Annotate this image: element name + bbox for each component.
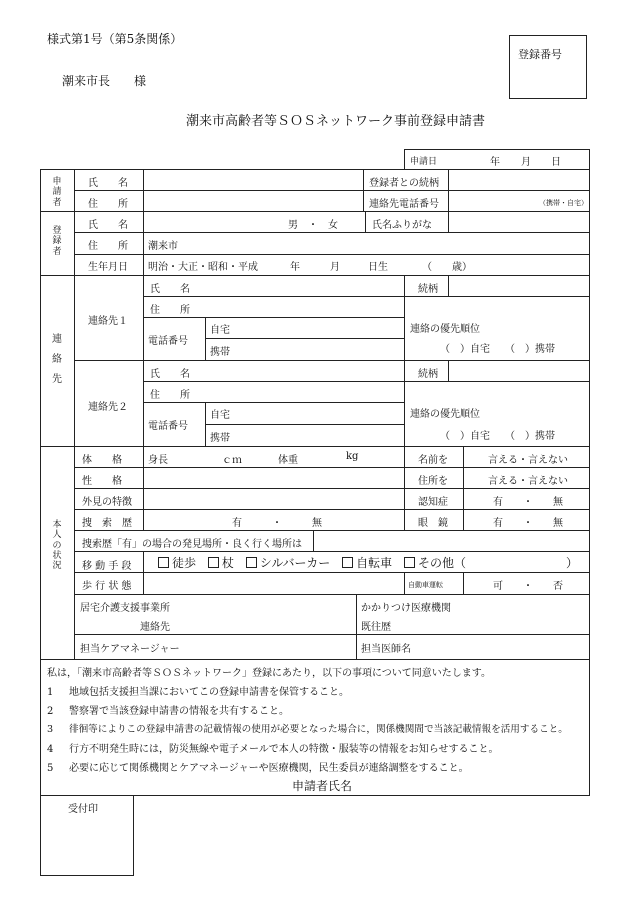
- applicant-phone-label: 連絡先電話番号: [369, 199, 439, 210]
- transport-options: [150, 554, 466, 571]
- found-place-label: 捜索歴「有」の場合の発見場所・良く行く場所は: [82, 539, 302, 550]
- can-say-name-label: 名前を: [418, 455, 448, 466]
- registrant-furigana-label: 氏名ふりがな: [372, 220, 432, 231]
- height-unit: ｃｍ: [222, 455, 242, 466]
- registrant-name-label: 氏 名: [88, 220, 128, 231]
- transport-bicycle-checkbox[interactable]: 自転車: [334, 556, 392, 570]
- height-label: 身長: [148, 455, 168, 466]
- weight-unit: kg: [346, 451, 359, 462]
- contact1-priority-options[interactable]: （ ）自宅 （ ）携帯: [440, 344, 555, 355]
- application-day: 日: [551, 157, 561, 168]
- can-say-address-options[interactable]: 言える・言えない: [488, 476, 568, 487]
- doctor-name-label: 担当医師名: [361, 644, 411, 655]
- contact1-phone-label: 電話番号: [148, 336, 188, 347]
- weight-label: 体重: [278, 455, 298, 466]
- registrant-address-value: 潮来市: [148, 241, 178, 252]
- birth-day-unit: 日生: [368, 262, 388, 273]
- can-say-name-options[interactable]: 言える・言えない: [488, 455, 568, 466]
- contact2-name-label: 氏 名: [150, 369, 190, 380]
- checkbox-walk[interactable]: [158, 557, 169, 568]
- applicant-phone-note: （携帯・自宅）: [539, 199, 588, 207]
- contact1-priority-label: 連絡の優先順位: [410, 324, 480, 335]
- glasses-label: 眼 鏡: [418, 518, 448, 529]
- features-label: 外見の特徴: [82, 497, 132, 508]
- driving-label: 自動車運転: [408, 581, 443, 589]
- age-open: （: [422, 262, 432, 273]
- checkbox-bicycle[interactable]: [342, 557, 353, 568]
- page-title: 潮来市高齢者等ＳＯＳネットワーク事前登録申請書: [186, 114, 486, 129]
- application-year: 年: [490, 157, 500, 168]
- contact1-mobile-label: 携帯: [210, 347, 230, 358]
- contact1-label: 連絡先１: [88, 316, 128, 327]
- registration-number-label: 登録番号: [518, 48, 562, 61]
- status-section-label: 本人の状況: [52, 520, 62, 572]
- checkbox-silvercar[interactable]: [246, 557, 257, 568]
- transport-cane-checkbox[interactable]: 杖: [200, 556, 234, 570]
- search-history-options[interactable]: 有 ・ 無: [232, 518, 322, 529]
- applicant-section-label: 申請者: [52, 177, 62, 208]
- transport-label: 移 動 手 段: [82, 561, 132, 572]
- care-manager-label: 担当ケアマネージャー: [80, 644, 180, 655]
- birth-month-unit: 月: [330, 262, 340, 273]
- registrant-gender[interactable]: 男 ・ 女: [288, 220, 338, 231]
- driving-options[interactable]: 可 ・ 否: [493, 581, 563, 592]
- transport-other-checkbox[interactable]: その他（: [396, 556, 466, 570]
- agreement-intro: 私は，「潮来市高齢者等ＳＯＳネットワーク」登録にあたり，以下の事項について同意いたします。: [47, 668, 491, 679]
- dementia-options[interactable]: 有 ・ 無: [493, 497, 563, 508]
- transport-walk-checkbox[interactable]: 徒歩: [150, 556, 196, 570]
- contact1-relation-label: 続柄: [418, 284, 438, 295]
- contacts-section-label: 連絡先: [52, 334, 62, 385]
- birth-year-unit: 年: [290, 262, 300, 273]
- contact1-address-label: 住 所: [150, 305, 190, 316]
- contact2-relation-label: 続柄: [418, 369, 438, 380]
- physique-label: 体 格: [82, 455, 122, 466]
- receipt-stamp-label: 受付印: [68, 804, 98, 815]
- contact2-label: 連絡先２: [88, 402, 128, 413]
- application-date-label: 申請日: [410, 157, 438, 167]
- agreement-item: 4 行方不明発生時には，防災無線や電子メールで本人の特徴・服装等の情報をお知らせすること。: [47, 744, 499, 755]
- care-office-label: 居宅介護支援事業所: [80, 603, 170, 614]
- medical-history-label: 既往歴: [361, 622, 391, 633]
- checkbox-other[interactable]: [404, 557, 415, 568]
- application-month: 月: [521, 157, 531, 168]
- contact2-priority-label: 連絡の優先順位: [410, 409, 480, 420]
- agreement-item: 1 地域包括支援担当課においてこの登録申請書を保管すること。: [47, 687, 349, 698]
- contact1-home-label: 自宅: [210, 325, 230, 336]
- search-history-label: 捜 索 歴: [82, 518, 132, 529]
- personality-label: 性 格: [82, 476, 122, 487]
- signature-label: 申請者氏名: [292, 779, 353, 793]
- contact2-home-label: 自宅: [210, 410, 230, 421]
- contact1-name-label: 氏 名: [150, 284, 190, 295]
- dementia-label: 認知症: [418, 497, 448, 508]
- registrant-address-label: 住 所: [88, 241, 128, 252]
- applicant-relation-label: 登録者との続柄: [369, 178, 439, 189]
- applicant-address-label: 住 所: [88, 199, 128, 210]
- registrant-birth-label: 生年月日: [88, 262, 128, 273]
- form-number: 様式第1号（第5条関係）: [47, 32, 183, 46]
- contact2-phone-label: 電話番号: [148, 421, 188, 432]
- walking-label: 歩 行 状 態: [82, 581, 132, 592]
- transport-other-close: ）: [566, 556, 579, 570]
- registrant-era[interactable]: 明治・大正・昭和・平成: [148, 262, 258, 273]
- checkbox-cane[interactable]: [208, 557, 219, 568]
- addressee: 潮来市長 様: [62, 74, 147, 88]
- age-close: 歳）: [452, 262, 472, 273]
- contact2-priority-options[interactable]: （ ）自宅 （ ）携帯: [440, 431, 555, 442]
- agreement-item: 2 警察署で当該登録申請書の情報を共有すること。: [47, 706, 289, 717]
- agreement-item: 3 徘徊等によりこの登録申請書の記載情報の使用が必要となった場合に，関係機関間で当該記載情報を活用すること。: [47, 724, 568, 735]
- care-contact-label: 連絡先: [140, 622, 170, 633]
- transport-silvercar-checkbox[interactable]: シルバーカー: [238, 556, 331, 570]
- glasses-options[interactable]: 有 ・ 無: [493, 518, 563, 529]
- doctor-institution-label: かかりつけ医療機関: [361, 603, 451, 614]
- agreement-item: 5 必要に応じて関係機関とケアマネージャーや医療機関，民生委員が連絡調整をすること。: [47, 763, 469, 774]
- applicant-name-label: 氏 名: [88, 178, 128, 189]
- contact2-mobile-label: 携帯: [210, 433, 230, 444]
- registrant-section-label: 登録者: [52, 226, 62, 257]
- contact2-address-label: 住 所: [150, 390, 190, 401]
- can-say-address-label: 住所を: [418, 476, 448, 487]
